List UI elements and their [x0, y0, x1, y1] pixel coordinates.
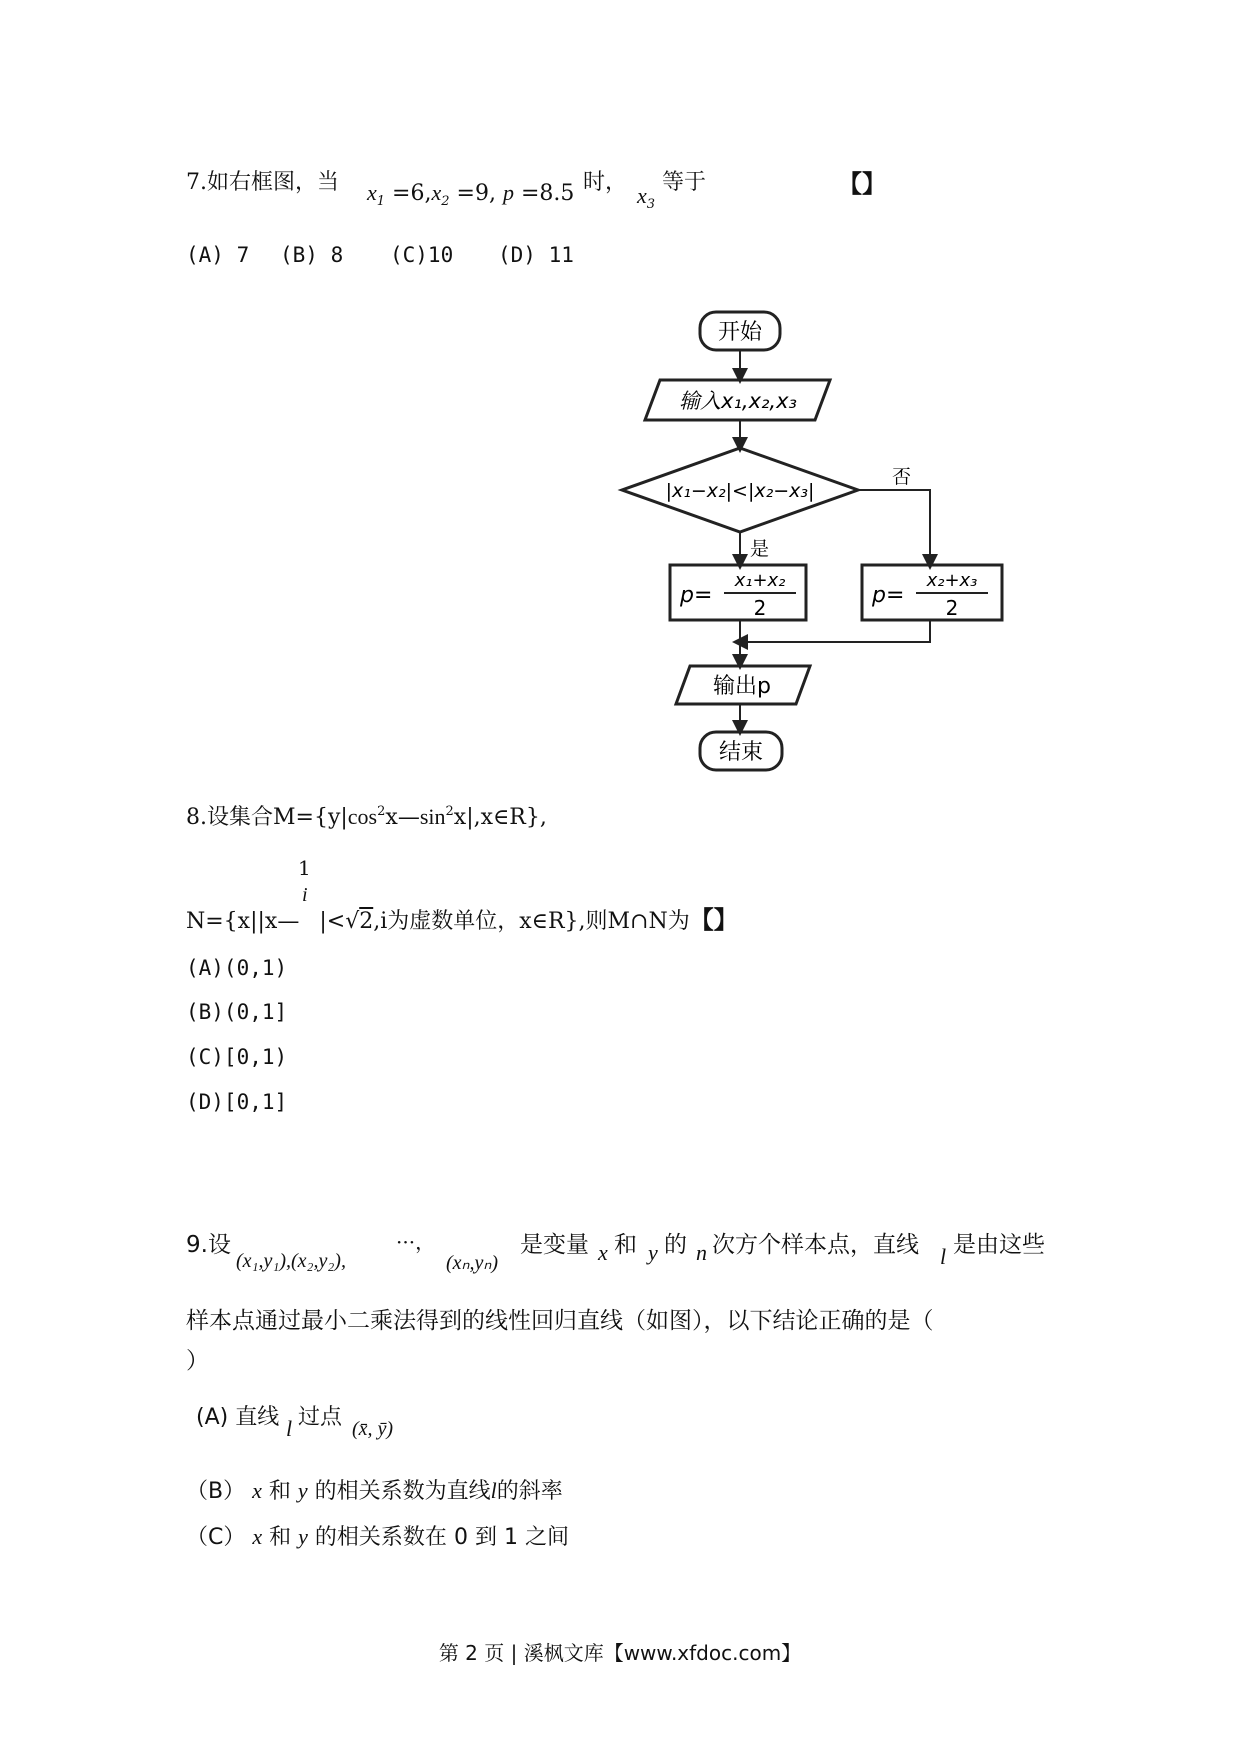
q9-t2: 和 — [614, 1232, 637, 1258]
q8-set-m-close: x|,x∈R}, — [453, 805, 547, 830]
q8-option-c: (C)[0,1) — [186, 1045, 288, 1069]
q8-set-n-open: N={x||x— — [186, 909, 300, 934]
q8-set-n-close: ,i为虚数单位，x∈R},则M∩N为 — [373, 909, 690, 934]
q8-line-2 — [186, 900, 738, 935]
q9-option-c-label: （C） — [186, 1525, 246, 1550]
q8-cos: cos — [347, 804, 378, 829]
flow-process-right-den: 2 — [945, 596, 959, 620]
q7-x1-value: =6, — [392, 181, 432, 206]
q8-sqrt-value: 2 — [359, 909, 374, 934]
flow-process-right-num: x₂+x₃ — [926, 570, 978, 591]
q7-option-c: (C)10 — [390, 243, 454, 267]
flow-process-right-lhs: p= — [872, 583, 905, 608]
q8-option-a: (A)(0,1) — [186, 956, 288, 980]
q9-option-b-text2: 的斜率 — [496, 1479, 563, 1504]
q9-option-a-text2: 过点 — [298, 1405, 343, 1430]
q9-option-c-text: 的相关系数在 — [314, 1525, 447, 1550]
q8-sqrt-icon: √ — [345, 909, 360, 934]
q8-option-b: (B)(0,1] — [186, 1000, 288, 1024]
q8-sin-exp: 2 — [445, 804, 454, 819]
q7-x1-sub: 1 — [376, 194, 386, 209]
flowchart — [590, 280, 1030, 780]
q9-option-c-x: x — [252, 1524, 263, 1549]
q7-x2-value: =9, — [456, 181, 496, 206]
q8-option-d: (D)[0,1] — [186, 1090, 288, 1114]
q8-set-m-open: 8.设集合M={y| — [186, 805, 348, 830]
flow-yes-label: 是 — [750, 538, 770, 560]
q8-frac-den: i — [302, 884, 308, 906]
q7-stem — [186, 165, 339, 196]
q9-option-c-and: 和 — [269, 1525, 292, 1550]
q7-shi: 时， — [583, 170, 628, 195]
q9-option-a-text: 直线 — [235, 1405, 280, 1430]
flow-process-left-lhs: p= — [680, 583, 713, 608]
q9-line-2: 样本点通过最小二乘法得到的线性回归直线（如图），以下结论正确的是（ — [186, 1308, 934, 1334]
q9-var-y: y — [648, 1240, 658, 1265]
q7-x1: x — [367, 180, 377, 205]
q9-var-x: x — [598, 1240, 608, 1265]
q9-option-c-zero: 0 — [453, 1525, 468, 1550]
q9-option-a-l: l — [286, 1416, 293, 1441]
q7-p: p — [502, 180, 514, 205]
q9-last-point: (xₙ,yₙ) — [446, 1252, 499, 1274]
page-footer: 第 2 页 | 溪枫文库【www.xfdoc.com】 — [438, 1641, 802, 1665]
q9-dots: ···， — [396, 1230, 436, 1254]
flow-end: 结束 — [718, 740, 764, 765]
q9-t4: 次方个样本点，直线 — [712, 1232, 919, 1258]
q7-option-d: (D) 11 — [498, 243, 574, 267]
flow-process-left-num: x₁+x₂ — [734, 570, 786, 591]
q7-prefix: 7.如右框图，当 — [186, 170, 339, 195]
q8-sin: sin — [419, 804, 446, 829]
q7-p-value: =8.5 — [520, 181, 575, 206]
q7-x3-sub: 3 — [646, 197, 656, 212]
q9-option-c-to: 到 — [474, 1525, 497, 1550]
q8-frac-num: 1 — [298, 856, 311, 880]
q9-option-b — [186, 1474, 563, 1505]
q9-option-b-label: （B） — [186, 1479, 246, 1504]
q9-points: (x₁,y₁),(x₂,y₂), — [236, 1250, 346, 1272]
q8-cos-exp: 2 — [377, 804, 386, 819]
flow-output: 输出p — [713, 674, 771, 699]
flow-merge-line-right — [740, 620, 930, 642]
q9-option-a-label: (A) — [196, 1405, 229, 1430]
q9-t3: 的 — [664, 1232, 687, 1258]
flow-process-left-den: 2 — [753, 596, 767, 620]
q9-option-b-l: l — [490, 1478, 497, 1503]
q9-option-b-y: y — [297, 1478, 308, 1503]
q9-line-3: ） — [186, 1348, 209, 1374]
q9-option-a-point: (x̄, ȳ) — [352, 1418, 394, 1440]
q9-line-1 — [520, 1226, 589, 1259]
q7-formula — [367, 180, 574, 209]
q9-option-c-y: y — [298, 1524, 308, 1549]
flow-condition: |x₁−x₂|<|x₂−x₃| — [665, 480, 815, 502]
q9-var-l: l — [940, 1244, 947, 1269]
flow-no-line — [858, 490, 930, 562]
q9-prefix: 9.设 — [186, 1232, 231, 1258]
q9-t5: 是由这些 — [953, 1232, 1045, 1258]
q8-line-1 — [186, 800, 547, 831]
q9-option-c — [186, 1520, 569, 1551]
q8-answer-bracket: 【】 — [689, 905, 738, 934]
flow-no-label: 否 — [892, 466, 912, 488]
q9-option-a — [196, 1400, 279, 1431]
flow-start: 开始 — [717, 320, 763, 345]
q9-option-b-and: 和 — [268, 1479, 291, 1504]
q9-option-b-text: 的相关系数为直线 — [314, 1479, 491, 1504]
q9-option-c-text2: 之间 — [524, 1525, 569, 1550]
q9-option-c-one: 1 — [503, 1525, 518, 1550]
q7-x2-sub: 2 — [441, 194, 450, 209]
q7-x3 — [637, 183, 655, 212]
q7-x3-var: x — [637, 183, 647, 208]
q8-lt: |< — [319, 909, 346, 934]
q9-t1: 是变量 — [520, 1232, 589, 1258]
q7-dengyu: 等于 — [662, 170, 707, 195]
q7-option-b: (B) 8 — [280, 243, 344, 267]
q7-answer-bracket: 【】 — [838, 169, 886, 198]
flow-input: 输入x₁,x₂,x₃ — [679, 389, 797, 413]
q7-x2: x — [431, 180, 442, 205]
q8-x-minus: x— — [385, 805, 420, 830]
q9-var-n: n — [696, 1240, 707, 1265]
q7-option-a: (A) 7 — [186, 243, 250, 267]
q9-option-b-x: x — [252, 1478, 262, 1503]
